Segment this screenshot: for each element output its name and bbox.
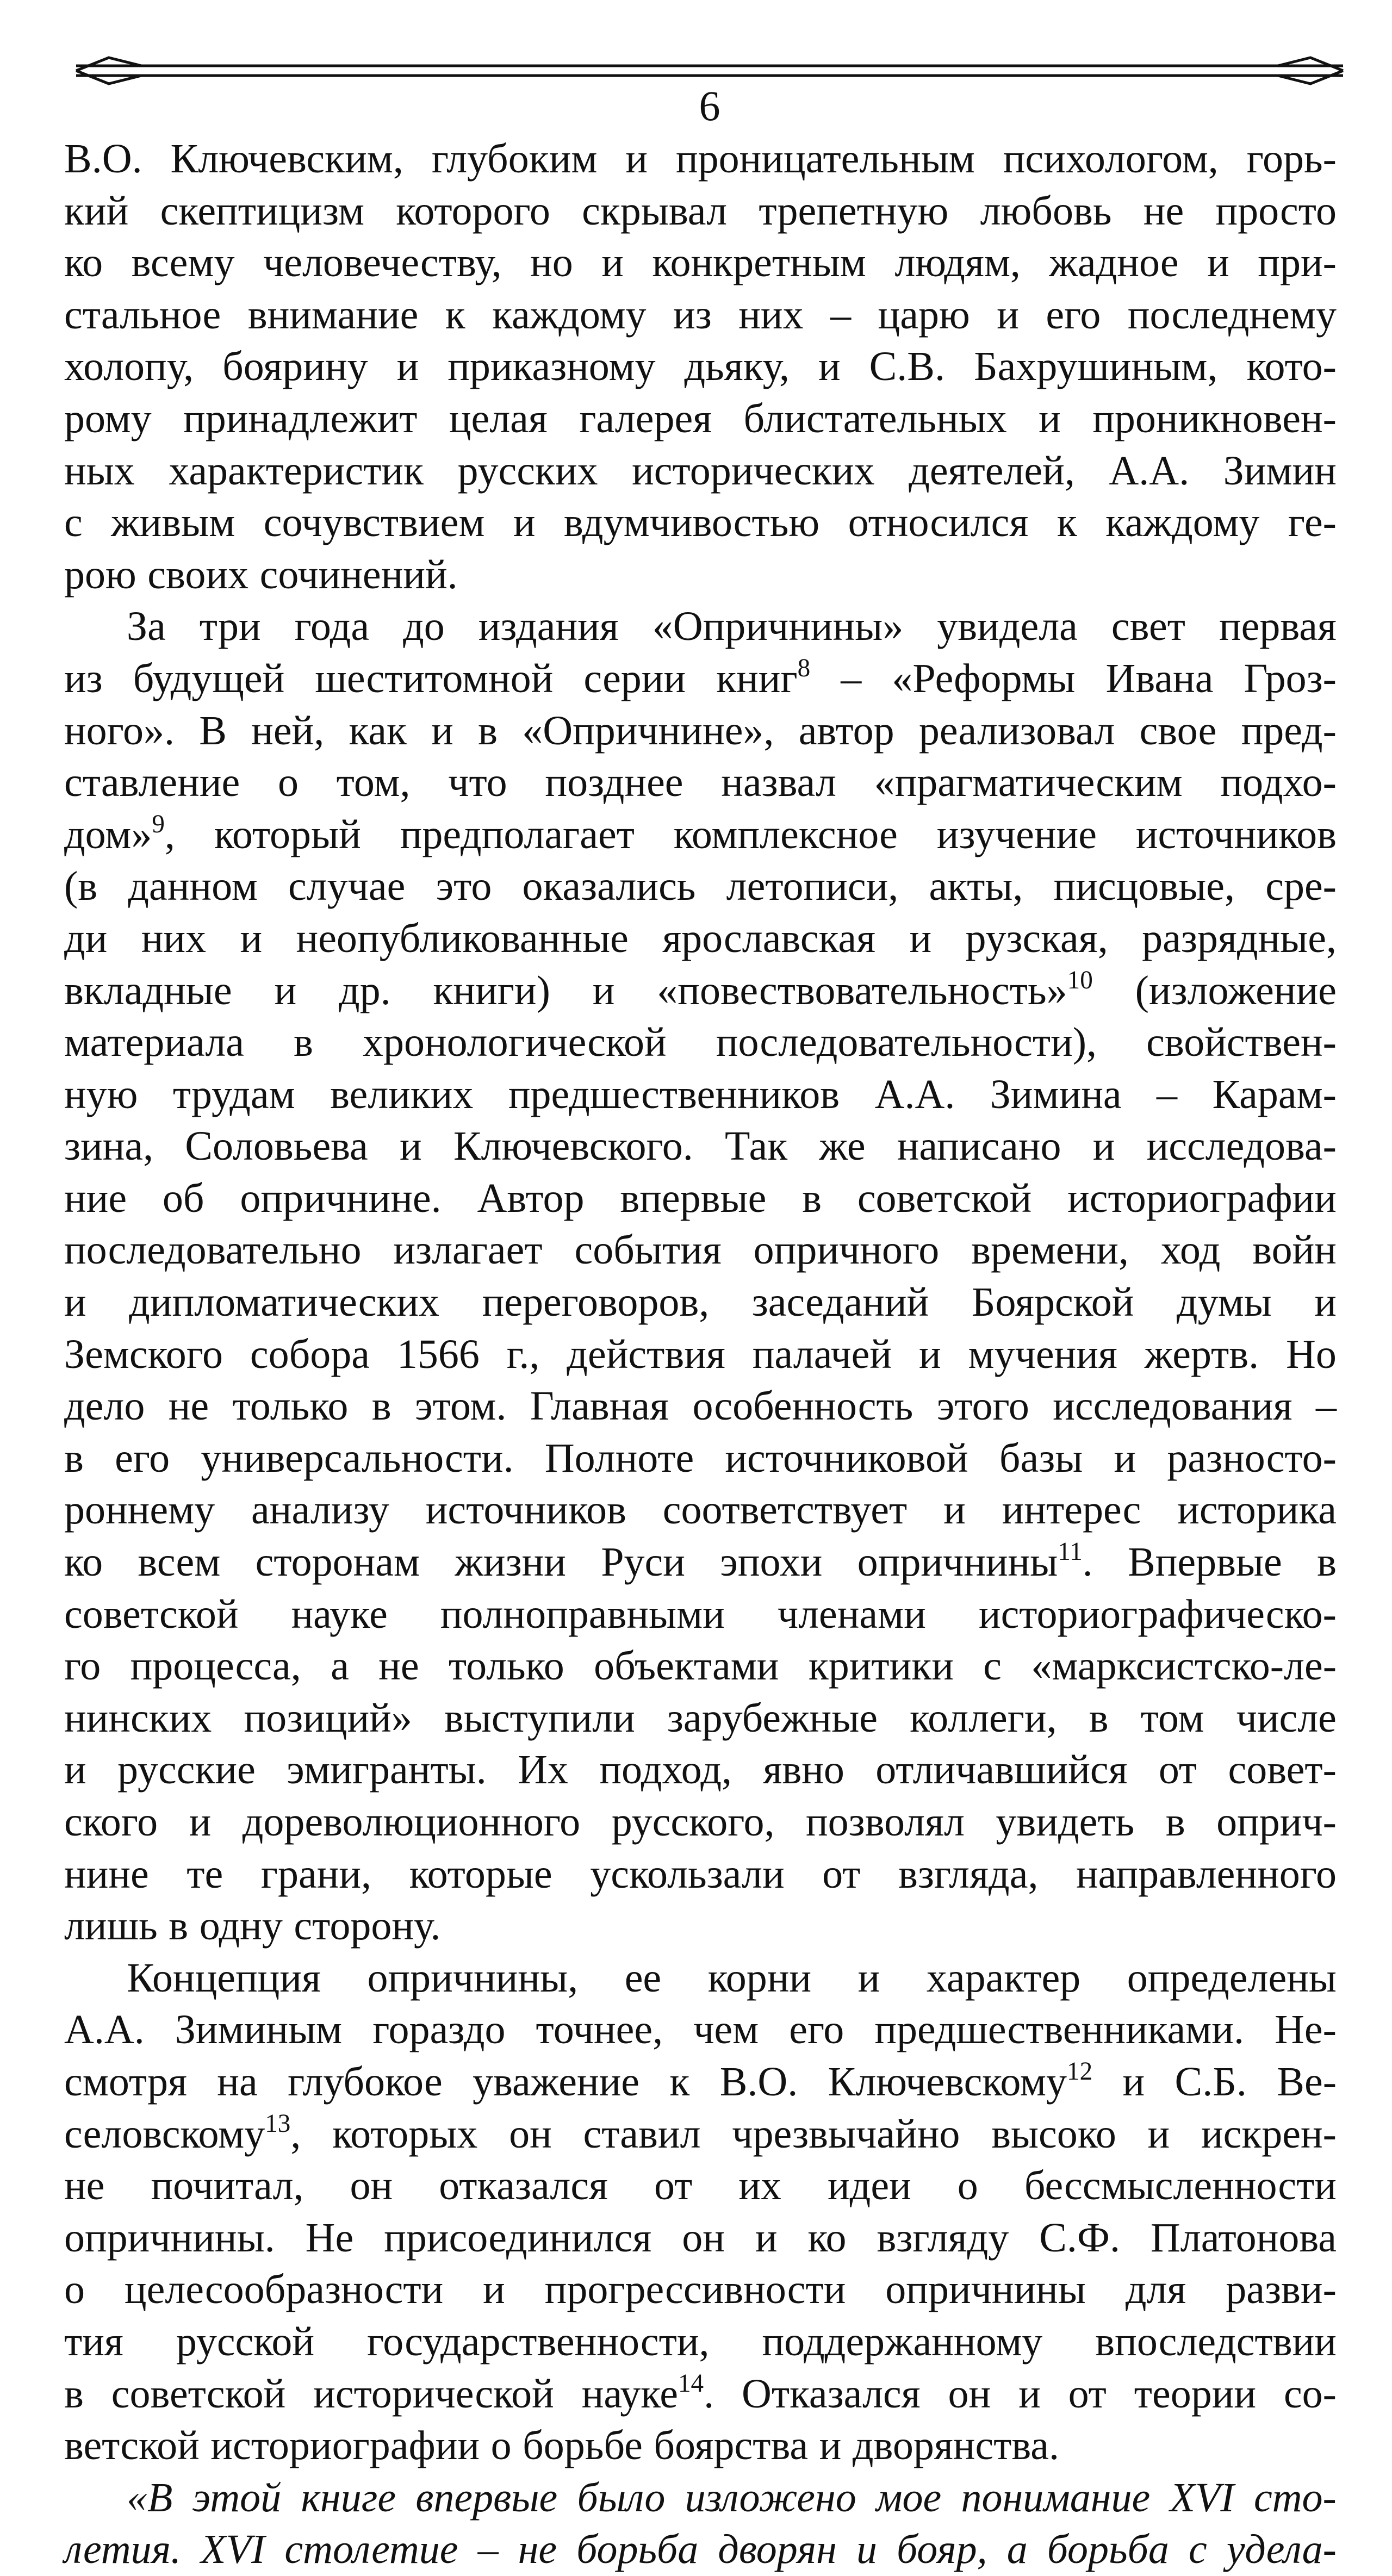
text-line: в его универсальности. Полноте источниковой базы и разносто- [64,1435,1337,1481]
text-line: За три года до издания «Опричнины» увидела свет первая [127,603,1337,650]
text-line: стальное внимание к каждому из них – царю и его последнему [64,291,1337,338]
text-line: холопу, боярину и приказному дьяку, и С.В. Бахрушиным, кото- [64,344,1337,390]
text-line: и дипломатических переговоров, заседаний Боярской думы и [64,1279,1337,1326]
text-line: ди них и неопубликованные ярославская и рузская, разрядные, [64,915,1337,961]
text-line: вкладные и др. книги) и «повествовательность»$^{10}$ (изложение [64,966,1337,1013]
text-line: селовскому$^{13}$, которых он ставил чрезвычайно высоко и искрен- [64,2109,1337,2157]
text-line: и русские эмигранты. Их подход, явно отличавшийся от совет- [64,1747,1337,1793]
text-line: дело не только в этом. Главная особенность этого исследования – [64,1383,1337,1429]
text-line: нине те грани, которые ускользали от взгляда, направленного [64,1851,1337,1897]
text-line: советской науке полноправными членами историографическо- [64,1591,1337,1637]
text-line: ко всем сторонам жизни Руси эпохи опричнины$^{11}$. Впервые в [64,1537,1337,1585]
text-line: тия русской государственности, поддержанному впоследствии [64,2318,1337,2365]
text-line: Концепция опричнины, ее корни и характер определены [127,1955,1337,2001]
text-line: нинских позиций» выступили зарубежные коллеги, в том числе [64,1695,1337,1741]
body-text [64,133,1337,2576]
text-line: летия. XVI столетие – не борьба дворян и бояр, а борьба с удела- [64,2527,1337,2573]
text-line: с живым сочувствием и вдумчивостью относился к каждому ге- [64,500,1337,546]
text-line: ного». В ней, как и в «Опричнине», автор реализовал свое пред- [64,707,1337,754]
page-number: 6 [676,82,743,130]
text-line: ных характеристик русских исторических деятелей, А.А. Зимин [64,447,1337,494]
page-header [71,38,1348,129]
text-line: ского и дореволюционного русского, позволял увидеть в оприч- [64,1799,1337,1845]
text-line: смотря на глубокое уважение к В.О. Ключевскому$^{12}$ и С.Б. Ве- [64,2057,1337,2105]
text-line: А.А. Зиминым гораздо точнее, чем его предшественниками. Не- [64,2007,1337,2053]
text-line: го процесса, а не только объектами критики с «марксистско-ле- [64,1643,1337,1689]
text-line: рому принадлежит целая галерея блистательных и проникновен- [64,395,1337,441]
text-line: ставление о том, что позднее назвал «прагматическим подхо- [64,760,1337,806]
text-line: (в данном случае это оказались летописи, акты, писцовые, сре- [64,863,1337,910]
text-line: лишь в одну сторону. [64,1903,441,1949]
text-line: опричнины. Не присоединился он и ко взгляду С.Ф. Платонова [64,2214,1337,2261]
text-line: Земского собора 1566 г., действия палачей и мучения жертв. Но [64,1331,1337,1377]
text-line: ко всему человечеству, но и конкретным людям, жадное и при- [64,240,1337,286]
text-line: ветской историографии о борьбе боярства и дворянства. [64,2423,1060,2469]
text-line: дом»$^9$, который предполагает комплексное изучение источников [64,810,1337,857]
text-line: ную трудам великих предшественников А.А. Зимина – Карам- [64,1071,1337,1117]
text-line: в советской исторической науке$^{14}$. Отказался он и от теории со- [64,2369,1337,2417]
text-line: о целесообразности и прогрессивности опричнины для разви- [64,2267,1337,2313]
text-line: ние об опричнине. Автор впервые в советской историографии [64,1175,1337,1221]
text-line: не почитал, он отказался от их идеи о бессмысленности [64,2163,1337,2209]
text-line: рою своих сочинений. [64,551,458,598]
text-line: из будущей шеститомной серии книг$^8$ – «Реформы Ивана Гроз- [64,654,1337,701]
text-line: последовательно излагает события опричного времени, ход войн [64,1227,1337,1273]
text-line: зина, Соловьева и Ключевского. Так же написано и исследова- [64,1123,1337,1169]
text-line: «В этой книге впервые было изложено мое понимание XVI сто- [127,2474,1337,2521]
text-line: роннему анализу источников соответствует и интерес историка [64,1487,1337,1533]
text-line: материала в хронологической последовательности), свойствен- [64,1019,1337,1066]
text-line: В.О. Ключевским, глубоким и проницательным психологом, горь- [64,136,1337,182]
text-line: кий скептицизм которого скрывал трепетную любовь не просто [64,188,1337,234]
